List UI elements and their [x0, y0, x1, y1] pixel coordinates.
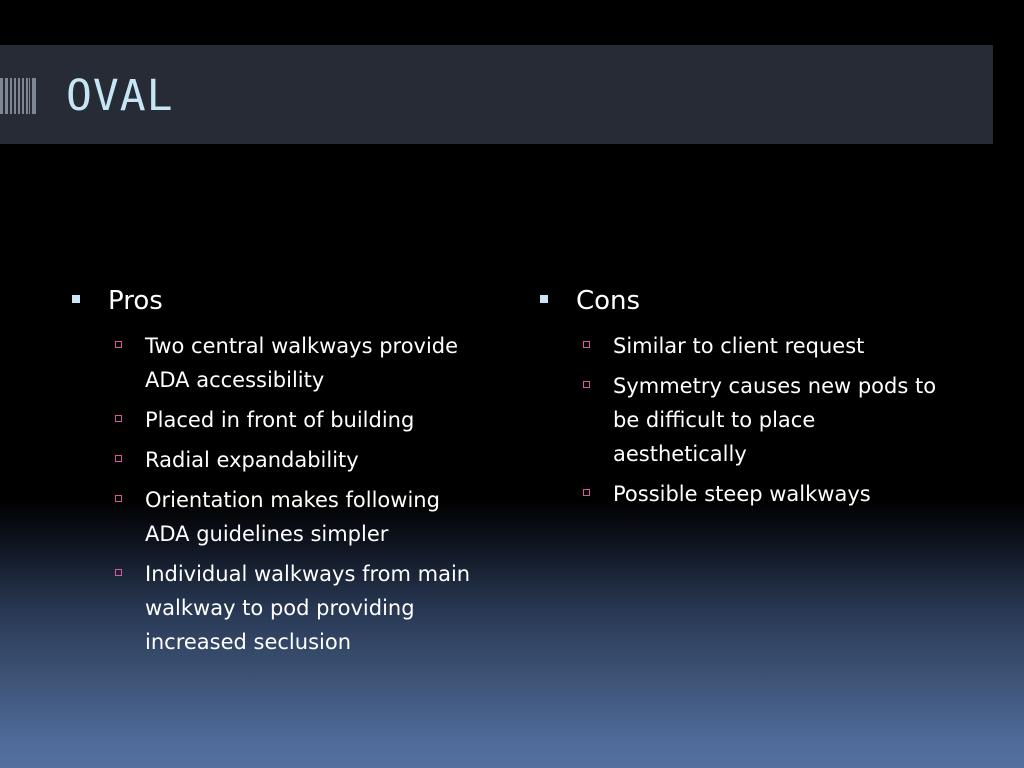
list-item: Placed in front of building [70, 403, 490, 437]
list-item: Radial expandability [70, 443, 490, 477]
cons-heading [538, 283, 958, 319]
slide-title: OVAL [66, 71, 174, 121]
hollow-square-bullet-icon [583, 489, 590, 496]
list-item: Two central walkways provide ADA accessibility [70, 329, 490, 397]
hollow-square-bullet-icon [115, 415, 122, 422]
square-bullet-icon [72, 295, 80, 303]
hollow-square-bullet-icon [583, 341, 590, 348]
list-item: Possible steep walkways [538, 477, 948, 511]
cons-column [538, 283, 958, 517]
hollow-square-bullet-icon [115, 341, 122, 348]
cons-list [538, 329, 958, 511]
pros-heading [70, 283, 510, 319]
title-bar [0, 45, 993, 144]
pros-heading-label: Pros [108, 286, 163, 316]
hollow-square-bullet-icon [115, 455, 122, 462]
list-item: Symmetry causes new pods to be difficult to place aesthetically [538, 369, 948, 471]
hollow-square-bullet-icon [583, 381, 590, 388]
list-item: Orientation makes following ADA guidelines simpler [70, 483, 490, 551]
pros-column [70, 283, 510, 665]
square-bullet-icon [540, 295, 548, 303]
hollow-square-bullet-icon [115, 569, 122, 576]
list-item: Individual walkways from main walkway to pod providing increased seclusion [70, 557, 490, 659]
cons-heading-label: Cons [576, 286, 641, 316]
striped-bar-decoration [0, 78, 36, 114]
pros-list [70, 329, 510, 659]
hollow-square-bullet-icon [115, 495, 122, 502]
list-item: Similar to client request [538, 329, 948, 363]
